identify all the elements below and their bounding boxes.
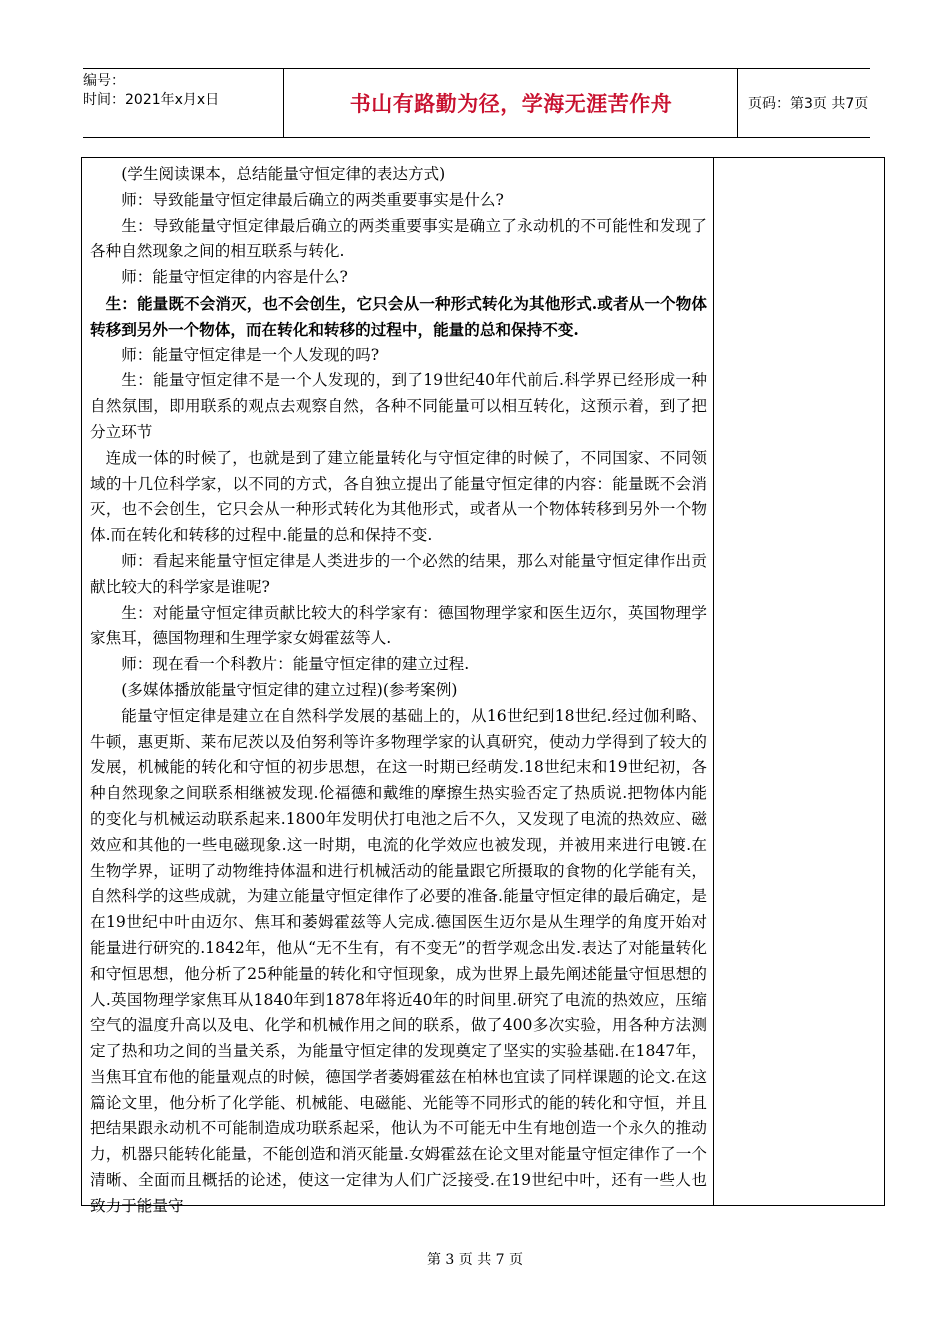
paragraph: 师：导致能量守恒定律最后确立的两类重要事实是什么? bbox=[121, 190, 504, 209]
time-label: 时间：2021年x月x日 bbox=[83, 92, 220, 108]
number-label: 编号： bbox=[83, 73, 125, 89]
paragraph-bold: 生：能量既不会消灭，也不会创生，它只会从一种形式转化为其他形式.或者从一个物体转移到另外一个物体，而在转化和转移的过程中，能量的总和保持不变. bbox=[90, 293, 707, 339]
paragraph: 生：导致能量守恒定律最后确立的两类重要事实是确立了永动机的不可能性和发现了各种自然现象之间的相互联系与转化. bbox=[90, 216, 707, 261]
paragraph: 生：能量守恒定律不是一个人发现的，到了19世纪40年代前后.科学界已经形成一种自然氛围，即用联系的观点去观察自然，各种不同能量可以相互转化，这预示着，到了把分立环节 bbox=[90, 371, 707, 441]
page-footer: 第 3 页 共 7 页 bbox=[426, 1252, 524, 1268]
paragraph: 连成一体的时候了，也就是到了建立能量转化与守恒定律的时候了，不同国家、不同领域的十几位科学家，以不同的方式，各自独立提出了能量守恒定律的内容：能量既不会消灭，也不会创生，它只会从一种形式转化为其他形式，或者从一个物体转移到另外一个物体.而在转化和转移的过程中.能量的总和保持不变. bbox=[90, 448, 707, 545]
paragraph: (多媒体播放能量守恒定律的建立过程)(参考案例) bbox=[121, 680, 458, 699]
header-meta bbox=[83, 69, 284, 137]
paragraph: (学生阅读课本，总结能量守恒定律的表达方式) bbox=[121, 165, 446, 183]
paragraph: 师：能量守恒定律的内容是什么? bbox=[121, 268, 348, 287]
lesson-table bbox=[81, 157, 885, 1215]
page-info: 页码：第3页 共7页 bbox=[748, 96, 869, 112]
motto-text: 书山有路勤为径，学海无涯苦作舟 bbox=[349, 92, 673, 116]
column-divider bbox=[713, 158, 714, 1205]
paragraph: 能量守恒定律是建立在自然科学发展的基础上的，从16世纪到18世纪.经过伽利略、牛顿，惠更斯、莱布尼茨以及伯努利等许多物理学家的认真研究，使动力学得到了较大的发展，机械能的转化和守恒的初步思想，在这一时期已经萌发.18世纪末和19世纪初，各种自然现象之间联系相继被发现.伦福德和戴维的摩擦生热实验否定了热质说.把物体内能的变化与机械运动联系起来.1800年发明伏打电池之后不久，又发现了电流的热效应、磁效应和其他的一些电磁现象.这一时期，电流的化学效应也被发现，并被用来进行电镀.在生物学界，证明了动物维持体温和进行机械活动的能量跟它所摄取的食物的化学能有关，自然科学的这些成就，为建立能量守恒定律作了必要的准备.能量守恒定律的最后确定，是在19世纪中叶由迈尔、焦耳和萎姆霍兹等人完成.德国医生迈尔是从生理学的角度开始对能量进行研究的.1842年，他从“无不生有，有不变无”的哲学观念出发.表达了对能量转化和守恒思想，他分析了25种能量的转化和守恒现象，成为世界上最先阐述能量守恒思想的人.英国物理学家焦耳从1840年到1878年将近40年的时间里.研究了电流的热效应，压缩空气的温度升高以及电、化学和机械作用之间的联系，做了400多次实验，用各种方法测定了热和功之间的当量关系，为能量守恒定律的发现奠定了坚实的实验基础.在1847年，当焦耳宜布他的能量观点的时候，德国学者萎姆霍兹在柏林也宜读了同样课题的论文.在这篇论文里，他分析了化学能、机械能、电磁能、光能等不同形式的能的转化和守恒，并且把结果跟永动机不可能制造成功联系起采，他认为不可能无中生有地创造一个永久的推动力，机器只能转化能量，不能创造和消灭能量.女姆霍兹在论文里对能量守恒定律作了一个清晰、全面而且概括的论述，使这一定律为人们广泛接受.在19世纪中叶，还有一些人也致力于能量守 bbox=[90, 706, 707, 1215]
paragraph: 生：对能量守恒定律贡献比较大的科学家有：德国物理学家和医生迈尔，英国物理学家焦耳，德国物理和生理学家女姆霍兹等人. bbox=[90, 603, 707, 648]
page-header bbox=[83, 68, 870, 138]
header-motto-cell bbox=[285, 69, 738, 137]
paragraph: 师：看起来能量守恒定律是人类进步的一个必然的结果，那么对能量守恒定律作出贡献比较大的科学家是谁呢? bbox=[90, 551, 707, 596]
lesson-content bbox=[90, 162, 707, 1220]
paragraph: 师：现在看一个科教片：能量守恒定律的建立过程. bbox=[121, 655, 470, 674]
paragraph: 师：能量守恒定律是一个人发现的吗? bbox=[121, 345, 380, 364]
